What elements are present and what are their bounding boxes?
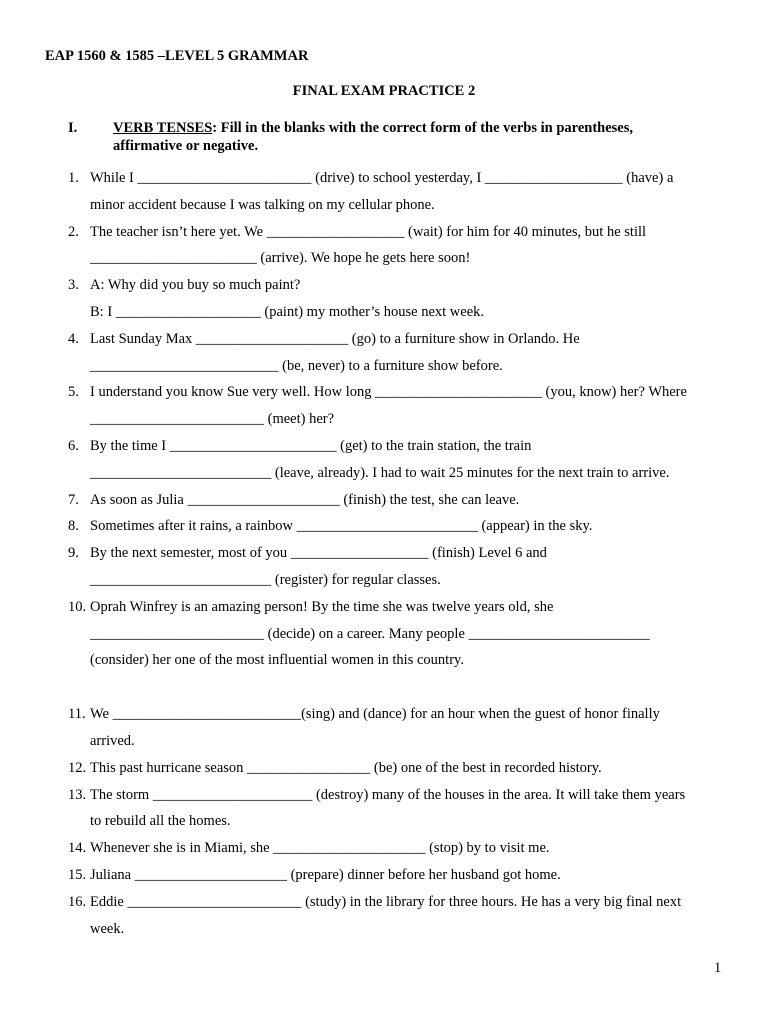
question-text-line: The teacher isn’t here yet. We ___________________ (wait) for him for 40 minutes, but he still: [90, 223, 647, 240]
question-number: 12.: [68, 759, 87, 776]
question-text-line: Whenever she is in Miami, she _____________________ (stop) by to visit me.: [90, 840, 550, 857]
question-text-line: As soon as Julia _____________________ (finish) the test, she can leave.: [90, 491, 520, 508]
question-text-line: arrived.: [90, 733, 135, 749]
course-header: EAP 1560 & 1585 –LEVEL 5 GRAMMAR: [45, 48, 309, 64]
question-text-line: A: Why did you buy so much paint?: [90, 277, 301, 294]
section-instructions: : Fill in the blanks with the correct form of the verbs in parentheses, affirmative or negative.: [113, 120, 633, 154]
question-text-line: ________________________ (decide) on a career. Many people _________________________: [90, 625, 650, 642]
question-number: 3.: [68, 277, 79, 294]
question-number: 1.: [68, 170, 79, 186]
question-number: 9.: [68, 545, 79, 562]
question-number: 7.: [68, 491, 79, 508]
question-number: 13.: [68, 786, 87, 803]
question-text-line: Oprah Winfrey is an amazing person! By the time she was twelve years old, she: [90, 598, 554, 615]
question-text-line: While I ________________________ (drive) to school yesterday, I ___________________ (have) a: [90, 170, 674, 186]
question-text-line: This past hurricane season _________________ (be) one of the best in recorded history.: [90, 759, 602, 776]
question-text-line: _______________________ (arrive). We hope he gets here soon!: [90, 250, 471, 267]
question-number: 15.: [68, 867, 87, 883]
question-text-line: Last Sunday Max _____________________ (go) to a furniture show in Orlando. He: [90, 330, 580, 347]
question-text-line: We __________________________(sing) and (dance) for an hour when the guest of honor finally: [90, 706, 660, 723]
question-text-line: to rebuild all the homes.: [90, 813, 231, 830]
question-text-line: __________________________ (be, never) to a furniture show before.: [90, 357, 503, 374]
question-text-line: B: I ____________________ (paint) my mother’s house next week.: [90, 304, 484, 320]
question-number: 11.: [68, 706, 86, 723]
document-title: FINAL EXAM PRACTICE 2: [292, 83, 476, 99]
section-number: I.: [68, 120, 78, 136]
question-text-line: Sometimes after it rains, a rainbow _________________________ (appear) in the sky.: [90, 518, 593, 535]
question-text-line: Eddie ________________________ (study) in the library for three hours. He has a very big final next: [90, 893, 682, 910]
question-number: 6.: [68, 438, 79, 454]
question-text-line: I understand you know Sue very well. How long _______________________ (you, know) her? Where: [90, 384, 687, 401]
question-text-line: By the next semester, most of you ___________________ (finish) Level 6 and: [90, 545, 547, 562]
section-instructions-block: [113, 119, 703, 155]
question-number: 10.: [68, 598, 87, 615]
question-number: 2.: [68, 223, 79, 240]
question-text-line: ________________________ (meet) her?: [90, 411, 335, 428]
question-text-line: minor accident because I was talking on my cellular phone.: [90, 196, 435, 213]
question-number: 8.: [68, 518, 79, 535]
question-text-line: week.: [90, 920, 125, 937]
question-text-line: Juliana _____________________ (prepare) dinner before her husband got home.: [90, 867, 561, 883]
question-text-line: By the time I _______________________ (get) to the train station, the train: [90, 438, 532, 454]
question-text-line: (consider) her one of the most influential women in this country.: [90, 652, 464, 669]
question-number: 16.: [68, 893, 87, 910]
question-number: 5.: [68, 384, 79, 401]
question-text-line: _________________________ (leave, already). I had to wait 25 minutes for the next train to arrive.: [90, 464, 670, 481]
section-heading: VERB TENSES: [113, 120, 213, 136]
question-number: 14.: [68, 840, 87, 857]
page-number: 1: [714, 960, 722, 976]
question-text-line: The storm ______________________ (destroy) many of the houses in the area. It will take them years: [90, 786, 686, 803]
question-text-line: _________________________ (register) for regular classes.: [90, 572, 441, 588]
question-number: 4.: [68, 330, 79, 347]
